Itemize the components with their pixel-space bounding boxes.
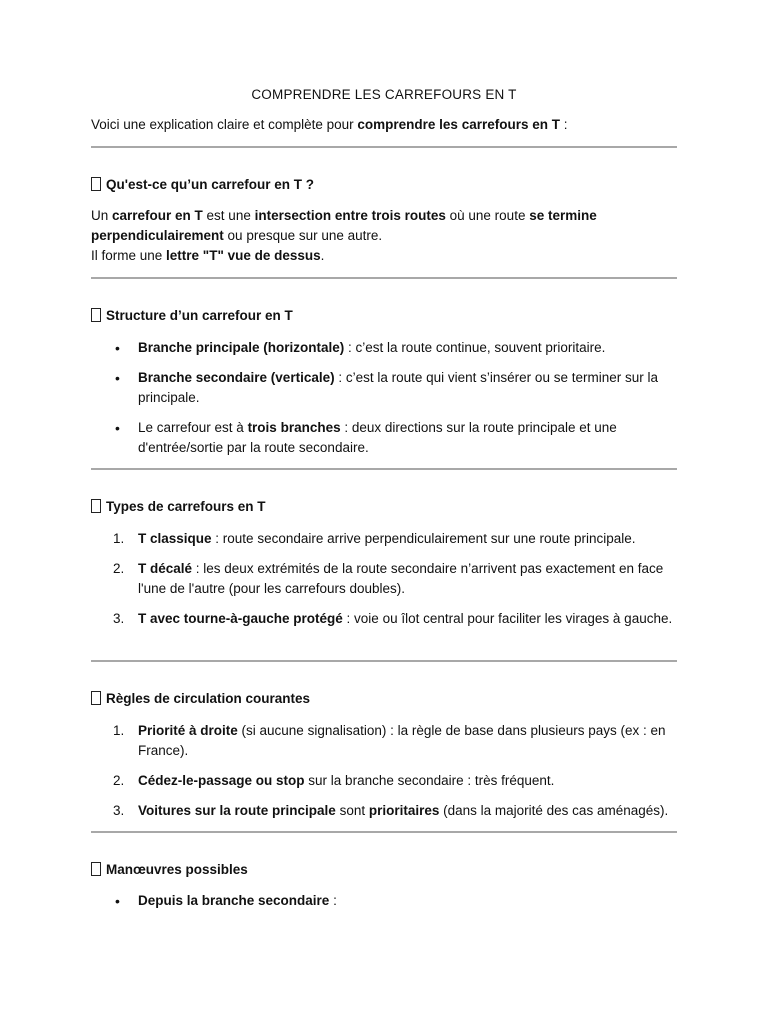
horizontal-rule xyxy=(91,277,677,279)
text-run: où une route xyxy=(445,208,530,223)
bold-run: se termine perpendiculairement xyxy=(91,208,597,243)
types-list xyxy=(91,529,681,639)
bold-run: Voitures sur la route principale xyxy=(138,803,336,818)
text-run: Le carrefour est à xyxy=(138,420,248,435)
text-run: est une xyxy=(202,208,255,223)
bullet-icon: • xyxy=(115,340,120,356)
bold-run: T décalé xyxy=(138,561,193,576)
list-item xyxy=(91,418,681,458)
section-heading-types xyxy=(91,499,266,514)
list-number: 1. xyxy=(113,531,125,546)
definition-paragraph xyxy=(91,206,681,266)
bold-run: carrefour en T xyxy=(112,208,203,223)
bold-run: trois branches xyxy=(247,420,341,435)
section-heading-maneuvers xyxy=(91,862,248,877)
missing-glyph-icon xyxy=(91,499,101,513)
bullet-icon: • xyxy=(115,370,120,386)
missing-glyph-icon xyxy=(91,691,101,705)
horizontal-rule xyxy=(91,146,677,148)
bold-run: lettre "T" vue de dessus xyxy=(166,248,321,263)
bullet-icon: • xyxy=(115,420,120,436)
text-run: Un xyxy=(91,208,113,223)
list-number: 3. xyxy=(113,611,125,626)
bold-run: intersection entre trois routes xyxy=(254,208,446,223)
list-number: 3. xyxy=(113,803,125,818)
list-item xyxy=(91,559,681,599)
section-heading-text: Types de carrefours en T xyxy=(106,499,266,514)
section-heading-definition xyxy=(91,177,314,192)
bullet-icon: • xyxy=(115,893,120,909)
list-item xyxy=(91,801,681,821)
text-run: Il forme une xyxy=(91,248,167,263)
list-item xyxy=(91,368,681,408)
text-run: : les deux extrémités de la route secondaire n’arrivent pas exactement en face l'une de l'autre (pour les carrefours doubles). xyxy=(138,561,664,596)
missing-glyph-icon xyxy=(91,177,101,191)
structure-list xyxy=(91,338,681,468)
maneuvers-list xyxy=(91,891,681,921)
text-run: : xyxy=(329,893,337,908)
horizontal-rule xyxy=(91,831,677,833)
intro-text-end: : xyxy=(559,117,568,132)
intro-text: Voici une explication claire et complète pour xyxy=(91,117,358,132)
text-run: sur la branche secondaire : très fréquent. xyxy=(304,773,555,788)
section-heading-text: Règles de circulation courantes xyxy=(106,691,311,706)
text-run: : c’est la route continue, souvent prioritaire. xyxy=(344,340,606,355)
list-number: 2. xyxy=(113,773,125,788)
bold-run: prioritaires xyxy=(368,803,440,818)
intro-paragraph xyxy=(91,117,681,132)
text-run: (dans la majorité des cas aménagés). xyxy=(439,803,669,818)
bold-run: Branche secondaire (verticale) xyxy=(138,370,335,385)
section-heading-structure xyxy=(91,308,293,323)
bold-run: Priorité à droite xyxy=(138,723,238,738)
intro-bold: comprendre les carrefours en T xyxy=(357,117,560,132)
list-item xyxy=(91,529,681,549)
rules-list xyxy=(91,721,681,831)
list-item xyxy=(91,338,681,358)
horizontal-rule xyxy=(91,468,677,470)
text-run: : route secondaire arrive perpendiculairement sur une route principale. xyxy=(211,531,636,546)
bold-run: Cédez-le-passage ou stop xyxy=(138,773,305,788)
section-heading-text: Structure d’un carrefour en T xyxy=(106,308,293,323)
list-item xyxy=(91,771,681,791)
list-item xyxy=(91,721,681,761)
list-item xyxy=(91,891,681,911)
section-heading-text: Manœuvres possibles xyxy=(106,862,248,877)
missing-glyph-icon xyxy=(91,862,101,876)
text-run: : voie ou îlot central pour faciliter les virages à gauche. xyxy=(342,611,673,626)
text-run: . xyxy=(320,248,325,263)
missing-glyph-icon xyxy=(91,308,101,322)
text-run: : deux directions sur la route principale et une d'entrée/sortie par la route secondaire. xyxy=(138,420,617,455)
bold-run: Depuis la branche secondaire xyxy=(138,893,330,908)
list-item xyxy=(91,609,681,629)
text-run: : c’est la route qui vient s’insérer ou se terminer sur la principale. xyxy=(138,370,658,405)
text-run: sont xyxy=(335,803,369,818)
horizontal-rule xyxy=(91,660,677,662)
list-number: 1. xyxy=(113,723,125,738)
bold-run: Branche principale (horizontale) xyxy=(138,340,345,355)
bold-run: T avec tourne-à-gauche protégé xyxy=(138,611,343,626)
bold-run: T classique xyxy=(138,531,212,546)
text-run: (si aucune signalisation) : la règle de base dans plusieurs pays (ex : en France). xyxy=(138,723,666,758)
list-number: 2. xyxy=(113,561,125,576)
text-run: ou presque sur une autre. xyxy=(223,228,383,243)
section-heading-rules xyxy=(91,691,310,706)
section-heading-text: Qu'est-ce qu’un carrefour en T ? xyxy=(106,177,314,192)
document-title: COMPRENDRE LES CARREFOURS EN T xyxy=(251,87,517,102)
